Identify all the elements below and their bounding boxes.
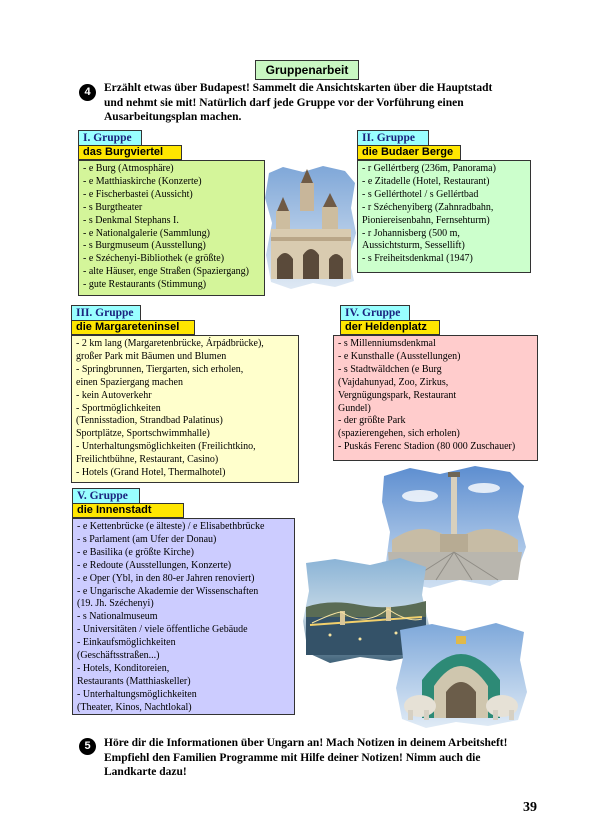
list-item: - r Gellértberg (236m, Panorama): [362, 163, 496, 174]
group-2-list: [357, 160, 531, 273]
task-5-text: [104, 736, 507, 780]
list-item: - Sportmöglichkeiten: [76, 402, 161, 414]
list-item: - e Burg (Atmosphäre): [83, 163, 174, 174]
list-item: Vergnügungspark, Restaurant: [338, 389, 457, 401]
list-item: - s Burgtheater: [83, 201, 143, 213]
group-4-list: [333, 335, 538, 461]
list-item: Aussichtsturm, Sessellift): [362, 240, 465, 252]
group-5-name: die Innenstadt: [72, 503, 184, 518]
list-item: - s Millenniumsdenkmal: [338, 338, 436, 349]
group-3-name: die Margareteninsel: [71, 320, 195, 335]
list-item: - e Fischerbastei (Aussicht): [83, 188, 193, 200]
list-item: - alte Häuser, enge Straßen (Spaziergang): [83, 266, 250, 278]
group-1-list: [78, 160, 265, 296]
list-item: Sportplätze, Sportschwimmhalle): [76, 428, 210, 440]
list-item: (Vajdahunyad, Zoo, Zirkus,: [338, 376, 449, 388]
zoo-gate-photo: [392, 620, 530, 730]
list-item: - e Nationalgalerie (Sammlung): [83, 227, 210, 239]
task-5-line: Höre dir die Informationen über Ungarn an! Mach Notizen in deinem Arbeitsheft!: [104, 737, 508, 749]
list-item: (Theater, Kinos, Nachtlokal): [77, 701, 192, 713]
list-item: - e Kettenbrücke (e älteste) / e Elisabethbrücke: [77, 521, 265, 532]
list-item: - e Kunsthalle (Ausstellungen): [338, 350, 461, 362]
list-item: - Hotels, Konditoreien,: [77, 662, 170, 674]
list-item: - e Oper (Ybl, in den 80-er Jahren renoviert): [77, 572, 255, 584]
list-item: - s Nationalmuseum: [77, 611, 158, 623]
group-3-label: III. Gruppe: [71, 305, 141, 321]
task-4-line: und nehmt sie mit! Natürlich darf jede Gruppe vor der Vorführung einen: [104, 96, 464, 109]
list-item: - s Freiheitsdenkmal (1947): [362, 253, 473, 265]
task-5-line: Empfiehl den Familien Programme mit Hilfe deiner Notizen! Nimm auch die: [104, 751, 481, 764]
list-item: - der größte Park: [338, 415, 406, 427]
list-item: - r Széchenyiberg (Zahnradbahn,: [362, 201, 494, 213]
list-item: Pioniereisenbahn, Fernsehturm): [362, 214, 490, 226]
group-5-label: V. Gruppe: [72, 488, 140, 504]
list-item: - Springbrunnen, Tiergarten, sich erholen,: [76, 363, 244, 375]
group-5-list: [72, 518, 295, 715]
group-4-label: IV. Gruppe: [340, 305, 410, 321]
group-2-label: II. Gruppe: [357, 130, 429, 146]
list-item: - e Zitadelle (Hotel, Restaurant): [362, 175, 490, 187]
list-item: - kein Autoverkehr: [76, 389, 152, 401]
list-item: - e Ungarische Akademie der Wissenschaften: [77, 585, 259, 597]
list-item: - Unterhaltungsmöglichkeiten (Freilichtkino,: [76, 441, 256, 453]
list-item: - Einkaufsmöglichkeiten: [77, 637, 176, 649]
list-item: - Hotels (Grand Hotel, Thermalhotel): [76, 467, 226, 479]
list-item: Freilichtbühne, Restaurant, Casino): [76, 454, 219, 466]
list-item: Restaurants (Matthiaskeller): [77, 675, 191, 687]
task-4-text: [104, 81, 492, 125]
list-item: einen Spaziergang machen: [76, 376, 183, 388]
group-2-name: die Budaer Berge: [357, 145, 461, 160]
list-item: - s Denkmal Stephans I.: [83, 214, 179, 226]
list-item: - Unterhaltungsmöglichkeiten: [77, 688, 197, 700]
list-item: - s Parlament (am Ufer der Donau): [77, 533, 217, 545]
list-item: (19. Jh. Széchenyi): [77, 598, 154, 610]
task-4-number: 4: [79, 84, 96, 101]
list-item: - e Redoute (Ausstellungen, Konzerte): [77, 559, 232, 571]
list-item: Gundel): [338, 402, 371, 414]
list-item: (spazierengehen, sich erholen): [338, 428, 460, 440]
fishermens-bastion-photo: [263, 163, 358, 291]
list-item: - e Matthiaskirche (Konzerte): [83, 175, 202, 187]
list-item: (Geschäftsstraßen...): [77, 650, 160, 662]
task-5-number: 5: [79, 738, 96, 755]
list-item: - s Stadtwäldchen (e Burg: [338, 363, 442, 375]
page-number: 39: [523, 800, 537, 815]
list-item: - s Gellérthotel / s Gellértbad: [362, 188, 479, 200]
list-item: - r Johannisberg (500 m,: [362, 227, 460, 239]
group-3-list: [71, 335, 299, 483]
list-item: - s Burgmuseum (Ausstellung): [83, 240, 206, 252]
list-item: - e Basilika (e größte Kirche): [77, 546, 194, 558]
list-item: - 2 km lang (Margaretenbrücke, Árpádbrücke),: [76, 338, 264, 349]
group-1-name: das Burgviertel: [78, 145, 182, 160]
list-item: - gute Restaurants (Stimmung): [83, 279, 207, 291]
task-4-line: Erzählt etwas über Budapest! Sammelt die Ansichtskarten über die Hauptstadt: [104, 82, 493, 94]
group-4-name: der Heldenplatz: [340, 320, 440, 335]
list-item: - Universitäten / viele öffentliche Gebäude: [77, 624, 248, 636]
task-4-line: Ausarbeitungsplan machen.: [104, 111, 242, 123]
group-1-label: I. Gruppe: [78, 130, 142, 146]
list-item: (Tennisstadion, Strandbad Palatinus): [76, 415, 223, 427]
task-5-line: Landkarte dazu!: [104, 766, 187, 778]
list-item: großer Park mit Bäumen und Blumen: [76, 350, 227, 362]
list-item: - Puskás Ferenc Stadion (80 000 Zuschauer): [338, 441, 516, 453]
list-item: - e Széchenyi-Bibliothek (e größte): [83, 253, 225, 265]
worksheet-title: Gruppenarbeit: [255, 60, 359, 80]
